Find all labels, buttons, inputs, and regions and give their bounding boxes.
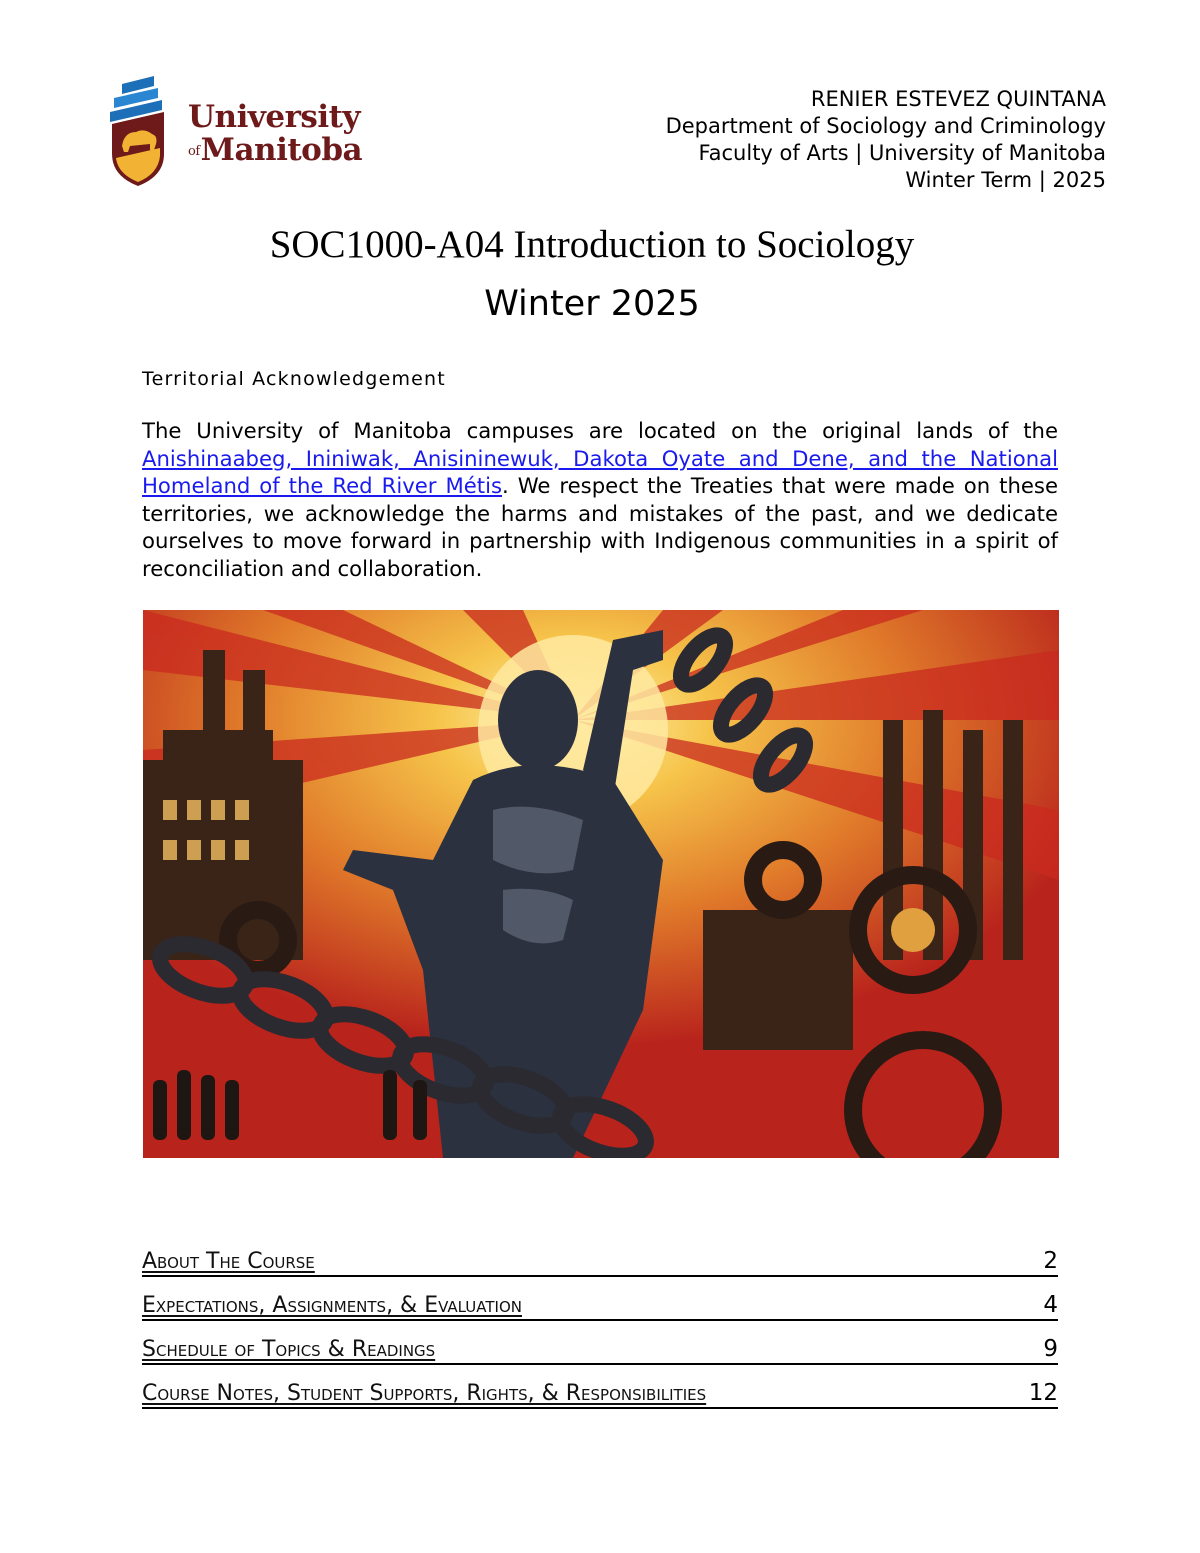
ack-text-after: . We respect the Treaties that were made on these territories, we acknowledge the harms and mistakes of the past, and we dedicate ourselves to move forward in partnership with Indigenous communities in a spirit of reconciliation and collaboration.: [142, 473, 1058, 581]
toc-page-number: 12: [1028, 1380, 1058, 1406]
table-of-contents: [142, 1233, 1058, 1409]
header-info: [666, 86, 1106, 194]
logo-of: of: [188, 144, 200, 159]
acknowledgement-heading: Territorial Acknowledgement: [142, 368, 446, 390]
university-logo: [108, 76, 368, 188]
toc-page-number: 4: [1043, 1292, 1058, 1318]
logo-wordmark: [188, 99, 363, 168]
ack-text-before: The University of Manitoba campuses are located on the original lands of the: [142, 418, 1058, 443]
broken-chains-illustration: [143, 610, 1059, 1158]
acknowledgement-paragraph: [142, 417, 1058, 582]
toc-entry-course-notes[interactable]: [142, 1365, 1058, 1409]
nations-link[interactable]: Anishinaabeg, Ininiwak, Anisininewuk, Dakota Oyate and Dene, and the National Homeland of the Red River Métis: [142, 445, 1058, 498]
logo-manitoba: Manitoba: [200, 132, 363, 168]
faculty-name: Faculty of Arts | University of Manitoba: [698, 141, 1106, 165]
department-name: Department of Sociology and Criminology: [665, 114, 1106, 138]
term-title: Winter 2025: [484, 284, 700, 324]
toc-label: Schedule of Topics & Readings: [142, 1337, 436, 1362]
course-title: SOC1000-A04 Introduction to Sociology: [269, 223, 915, 266]
instructor-name: RENIER ESTEVEZ QUINTANA: [810, 87, 1106, 111]
course-poster-image: [143, 610, 1059, 1158]
logo-line-manitoba: [188, 132, 363, 168]
toc-page-number: 2: [1043, 1248, 1058, 1274]
toc-entry-about[interactable]: [142, 1233, 1058, 1277]
logo-line-university: University: [188, 99, 360, 135]
toc-page-number: 9: [1043, 1336, 1058, 1362]
toc-label: Expectations, Assignments, & Evaluation: [142, 1293, 522, 1318]
toc-label: Course Notes, Student Supports, Rights, & Responsibilities: [142, 1381, 707, 1406]
toc-entry-schedule[interactable]: [142, 1321, 1058, 1365]
term-label: Winter Term | 2025: [905, 168, 1106, 192]
toc-label: About The Course: [142, 1249, 315, 1274]
toc-entry-expectations[interactable]: [142, 1277, 1058, 1321]
university-crest-icon: [108, 76, 188, 188]
